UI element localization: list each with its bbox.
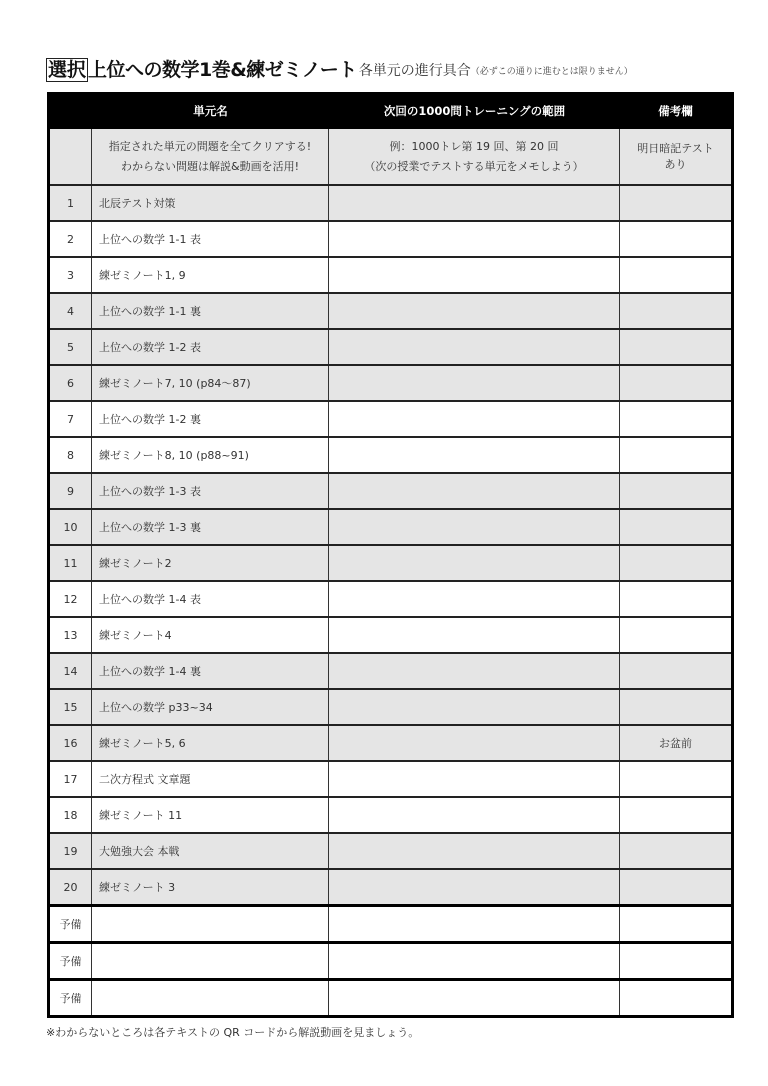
remark-cell[interactable] [620,582,731,616]
table-row [50,544,731,580]
range-cell[interactable] [329,510,620,544]
unit-cell: 上位への数学 1-2 裏 [92,402,329,436]
range-cell[interactable] [329,294,620,328]
range-cell[interactable] [329,402,620,436]
remark-cell[interactable] [620,474,731,508]
range-cell[interactable] [329,546,620,580]
unit-cell: 練ゼミノート4 [92,618,329,652]
remark-cell[interactable] [620,762,731,796]
remark-cell[interactable] [620,294,731,328]
spare-row [50,941,731,978]
unit-cell: 上位への数学 1-3 裏 [92,510,329,544]
range-cell[interactable] [329,981,620,1015]
unit-cell: 練ゼミノート7, 10 (p84～87) [92,366,329,400]
unit-cell: 上位への数学 1-1 裏 [92,294,329,328]
table-row [50,616,731,652]
range-cell[interactable] [329,944,620,978]
unit-cell: 上位への数学 p33~34 [92,690,329,724]
table-row [50,868,731,904]
range-cell[interactable] [329,654,620,688]
range-cell[interactable] [329,726,620,760]
row-number: 15 [50,690,92,724]
instruction-number-cell [50,129,92,184]
row-number: 3 [50,258,92,292]
table-row [50,256,731,292]
row-number: 9 [50,474,92,508]
range-cell[interactable] [329,834,620,868]
instruction-unit-line2: わからない問題は解説&動画を活用! [121,159,299,173]
spare-row [50,978,731,1015]
table-row [50,328,731,364]
range-cell[interactable] [329,186,620,220]
table-row [50,292,731,328]
table-row [50,364,731,400]
table-row [50,760,731,796]
title-subtitle: 各単元の進行具合 [358,63,471,79]
spare-row [50,904,731,941]
range-cell[interactable] [329,762,620,796]
unit-cell [92,981,329,1015]
instruction-remark: 明日暗記テストあり [637,141,714,171]
row-number: 予備 [50,944,92,978]
header-range: 次回の1000問トレーニングの範囲 [383,103,566,118]
row-number: 予備 [50,907,92,941]
range-cell[interactable] [329,330,620,364]
remark-cell[interactable] [620,690,731,724]
range-cell[interactable] [329,798,620,832]
table-header [50,92,731,129]
unit-cell: 練ゼミノート 11 [92,798,329,832]
remark-cell[interactable] [620,654,731,688]
header-remarks: 備考欄 [658,103,693,118]
instruction-unit-line1: 指定された単元の問題を全てクリアする! [108,139,312,153]
range-cell[interactable] [329,907,620,941]
unit-cell: 大勉強大会 本戦 [92,834,329,868]
table-row [50,652,731,688]
unit-cell: 上位への数学 1-3 表 [92,474,329,508]
range-cell[interactable] [329,582,620,616]
unit-cell: 練ゼミノート5, 6 [92,726,329,760]
row-number: 8 [50,438,92,472]
remark-cell[interactable] [620,438,731,472]
table-row [50,796,731,832]
range-cell[interactable] [329,690,620,724]
table-row [50,400,731,436]
row-number: 1 [50,186,92,220]
range-cell[interactable] [329,222,620,256]
range-cell[interactable] [329,870,620,904]
title-main: 上位への数学1巻&練ゼミノート [88,59,357,81]
remark-cell[interactable] [620,258,731,292]
row-number: 2 [50,222,92,256]
remark-cell[interactable] [620,366,731,400]
range-cell[interactable] [329,258,620,292]
row-number: 14 [50,654,92,688]
row-number: 7 [50,402,92,436]
unit-cell: 練ゼミノート2 [92,546,329,580]
row-number: 17 [50,762,92,796]
title-note: （必ずこの通りに進むとは限りません） [470,67,633,77]
table-row [50,688,731,724]
remark-cell[interactable] [620,330,731,364]
remark-cell[interactable] [620,402,731,436]
unit-cell: 北辰テスト対策 [92,186,329,220]
unit-cell: 練ゼミノート 3 [92,870,329,904]
instruction-unit-cell [92,129,329,184]
remark-cell[interactable] [620,618,731,652]
row-number: 予備 [50,981,92,1015]
table-row [50,832,731,868]
row-number: 6 [50,366,92,400]
row-number: 16 [50,726,92,760]
table-row [50,580,731,616]
range-cell[interactable] [329,366,620,400]
remark-cell[interactable] [620,834,731,868]
header-unit: 単元名 [193,103,228,118]
table-body [50,184,731,904]
table-row [50,508,731,544]
unit-cell: 上位への数学 1-2 表 [92,330,329,364]
table-row [50,436,731,472]
unit-cell: 上位への数学 1-4 表 [92,582,329,616]
unit-cell: 練ゼミノート8, 10 (p88~91) [92,438,329,472]
remark-cell[interactable] [620,186,731,220]
remark-cell[interactable] [620,546,731,580]
remark-cell[interactable]: お盆前 [659,737,692,750]
spare-rows [50,904,731,1015]
header-number [50,92,92,129]
range-cell[interactable] [329,438,620,472]
row-number: 20 [50,870,92,904]
remark-cell[interactable] [620,870,731,904]
page-title [46,58,746,84]
instruction-range-cell [329,129,620,184]
row-number: 11 [50,546,92,580]
remark-cell[interactable] [620,907,731,941]
row-number: 19 [50,834,92,868]
unit-cell: 二次方程式 文章題 [92,762,329,796]
instruction-remark-cell [620,129,731,184]
remark-cell[interactable] [620,222,731,256]
row-number: 13 [50,618,92,652]
row-number: 12 [50,582,92,616]
remark-cell[interactable] [620,510,731,544]
unit-cell: 練ゼミノート1, 9 [92,258,329,292]
row-number: 5 [50,330,92,364]
remark-cell[interactable] [620,944,731,978]
range-cell[interactable] [329,618,620,652]
table-row [50,184,731,220]
remark-cell[interactable] [620,981,731,1015]
row-number: 18 [50,798,92,832]
footer-note: ※わからないところは各テキストの QR コードから解説動画を見ましょう。 [46,1026,420,1039]
range-cell[interactable] [329,474,620,508]
instruction-range-line1: 例：1000トレ第 19 回、第 20 回 [389,139,559,153]
instruction-row [50,129,731,184]
instruction-range-line2: （次の授業でテストする単元をメモしよう） [364,159,584,173]
table-row [50,220,731,256]
unit-cell: 上位への数学 1-1 表 [92,222,329,256]
unit-cell [92,944,329,978]
progress-table [47,92,734,1018]
unit-cell [92,907,329,941]
table-row [50,472,731,508]
remark-cell[interactable] [620,798,731,832]
row-number: 10 [50,510,92,544]
title-boxed-label: 選択 [48,59,87,81]
row-number: 4 [50,294,92,328]
table-row [50,724,731,760]
unit-cell: 上位への数学 1-4 裏 [92,654,329,688]
